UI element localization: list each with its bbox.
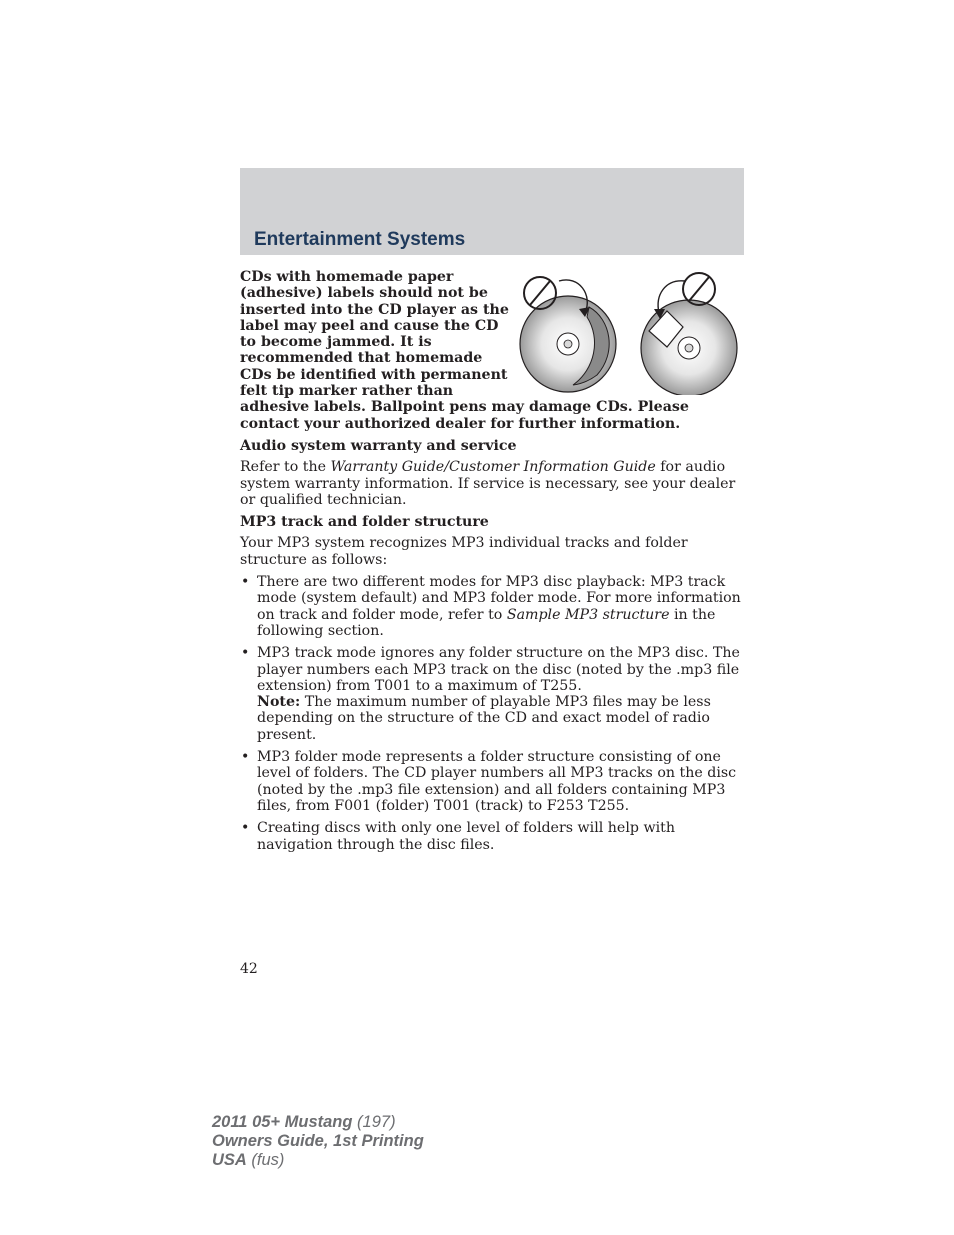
no-adhesive-label-cd-icon [520,277,616,392]
cd-label-warning-illustration [519,269,745,395]
mp3-bullet-list [240,574,745,853]
warranty-paragraph: Refer to the Warranty Guide/Customer Information Guide for audio system warranty information. If service is necessary, see your dealer or qualified technician. [240,459,736,508]
warranty-guide-reference: Warranty Guide/Customer Information Guide [330,459,656,476]
mp3-heading: MP3 track and folder structure [240,514,489,531]
document-footer [212,1113,424,1170]
page-number: 42 [240,961,258,977]
warranty-heading: Audio system warranty and service [240,437,517,454]
section-header [240,168,744,255]
list-item: • Creating discs with only one level of folders will help with navigation through the disc files. [240,820,745,853]
list-item: • MP3 track mode ignores any folder structure on the MP3 disc. The player numbers each MP3 track on the disc (noted by the .mp3 file extension) from T001 to a maximum of T255. Note: The maximum number of playable MP3 files may be less depending on the structure of the CD and exact model of radio present. [240,645,745,743]
footer-line-region: USA (fus) [212,1151,285,1169]
list-item: • MP3 folder mode represents a folder structure consisting of one level of folders. The CD player numbers all MP3 tracks on the disc (noted by the .mp3 file extension) and all folders containing MP3 files, from F001 (folder) T001 (track) to F253 T255. [240,749,745,814]
no-sticker-cd-icon [641,273,737,395]
footer-line-model: 2011 05+ Mustang (197) [212,1113,396,1131]
mp3-intro: Your MP3 system recognizes MP3 individual tracks and folder structure as follows: [240,535,688,568]
page-content [240,269,745,859]
sample-mp3-structure-reference: Sample MP3 structure [506,606,670,623]
footer-line-guide: Owners Guide, 1st Printing [212,1132,424,1150]
note-label: Note: [257,694,301,711]
section-title: Entertainment Systems [254,229,466,250]
adhesive-label-warning: CDs with homemade paper (adhesive) labels should not be inserted into the CD player as the label may peel and cause the CD to become jammed. It is recommended that homemade CDs be identified with permanent felt tip marker rather than adhesive labels. Ballpoint pens may damage CDs. Please contact your authorized dealer for further information. [240,269,689,432]
list-item: • There are two different modes for MP3 disc playback: MP3 track mode (system default) and MP3 folder mode. For more information on track and folder mode, refer to Sample MP3 structure in the following section. [240,574,745,639]
